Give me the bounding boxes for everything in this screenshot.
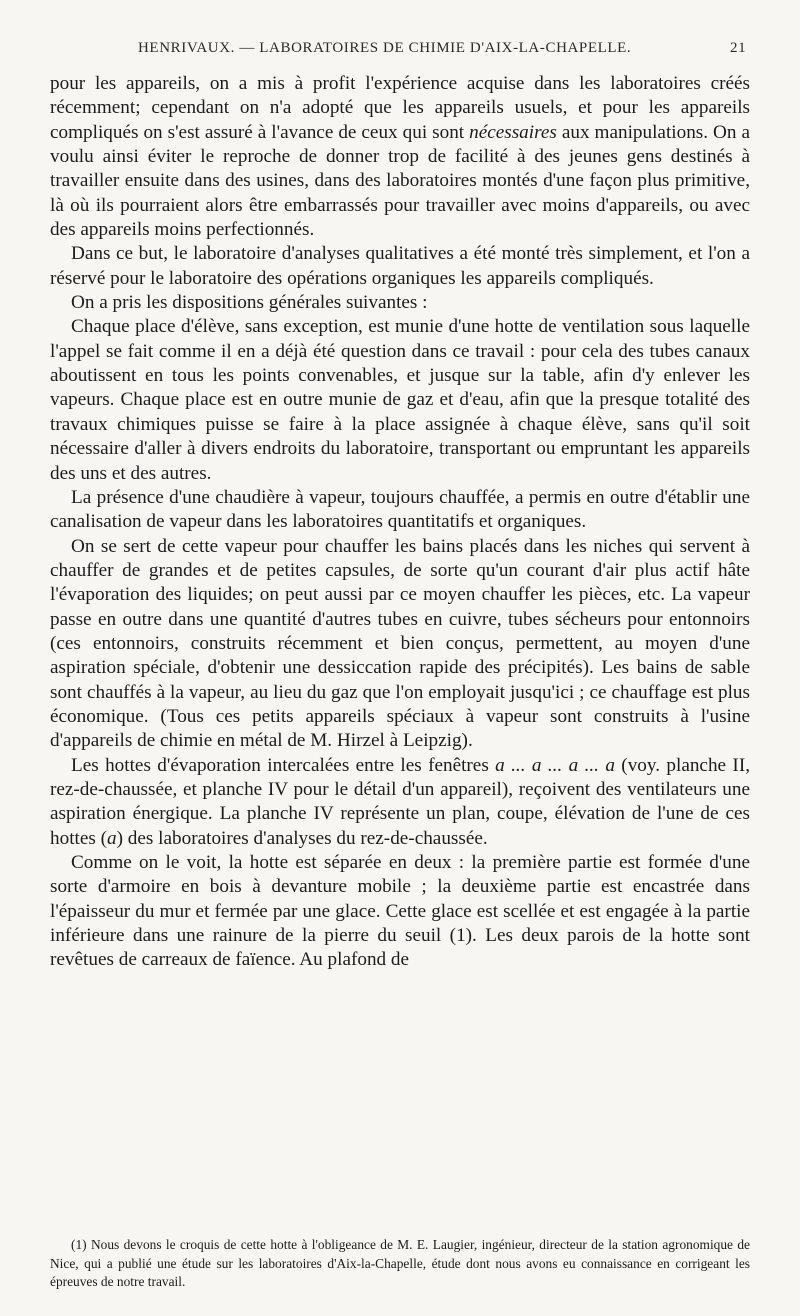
running-title: HENRIVAUX. — LABORATOIRES DE CHIMIE D'AIX-LA-CHAPELLE. (138, 40, 632, 56)
page-number: 21 (730, 40, 747, 56)
paragraph: On se sert de cette vapeur pour chauffer les bains placés dans les niches qui servent à chauffer de grandes et de petites capsules, de sorte qu'un courant d'air plus actif hâte l'évaporation des liquides; on peut aussi par ce moyen chauffer les pièces, etc. La vapeur passe en outre dans une quantité d'autres tubes en cuivre, tubes sécheurs pour entonnoirs (ces entonnoirs, construits récemment et bien conçus, permettent, au moyen d'une aspiration spéciale, d'obtenir une dessiccation rapide des précipités). Les bains de sable sont chauffés à la vapeur, au lieu du gaz que l'on employait jusqu'ici ; ce chauffage est plus économique. (Tous ces petits appareils spéciaux à vapeur sont construits à l'usine d'appareils de chimie en métal de M. Hirzel à Leipzig). (50, 535, 750, 752)
paragraph: Comme on le voit, la hotte est séparée en deux : la première partie est formée d'une sorte d'armoire en bois à devanture mobile ; la deuxième partie est encastrée dans l'épaisseur du mur et fermée par une glace. Cette glace est scellée et est engagée à la partie inférieure dans une rainure de la pierre du seuil (1). Les deux parois de la hotte sont revêtues de carreaux de faïence. Au plafond de (50, 852, 750, 971)
paragraph: pour les appareils, on a mis à profit l'expérience acquise dans les laboratoires créés récemment; cependant on n'a adopté que les appareils usuels, et pour les appareils compliqués on s'est assuré à l'avance de ceux qui sont nécessaires aux manipulations. On a voulu ainsi éviter le reproche de donner trop de facilité à des jeunes gens destinés à travailler ensuite dans des usines, dans des laboratoires montés d'une façon plus primitive, là où ils pourraient alors être embarrassés pour travailler avec moins d'appareils, ou avec des appareils moins perfectionnés. (50, 73, 750, 241)
paragraph: La présence d'une chaudière à vapeur, toujours chauffée, a permis en outre d'établir une canalisation de vapeur dans les laboratoires quantitatifs et organiques. (50, 486, 750, 533)
footnote-text: (1) Nous devons le croquis de cette hotte à l'obligeance de M. E. Laugier, ingénieur, directeur de la station agronomique de Nice, qui a publié une étude sur les laboratoires d'Aix-la-Chapelle, étude dont nous avons eu connaissance en corrigeant les épreuves de notre travail. (50, 1237, 750, 1290)
paragraph: Chaque place d'élève, sans exception, est munie d'une hotte de ventilation sous laquelle l'appel se fait comme il en a déjà été question dans ce travail : pour cela des tubes canaux aboutissent en tous les points convenables, et jusque sur la table, afin d'y enlever les vapeurs. Chaque place est en outre munie de gaz et d'eau, afin que la presque totalité des travaux chimiques puisse se faire à la place assignée à chaque élève, sans qu'il soit nécessaire d'aller à divers endroits du laboratoire, transportant ou empruntant les appareils des uns et des autres. (50, 316, 750, 484)
running-header (0, 40, 800, 64)
paragraph: On a pris les dispositions générales suivantes : (71, 292, 428, 314)
paragraph: Dans ce but, le laboratoire d'analyses qualitatives a été monté très simplement, et l'on a réservé pour le laboratoire des opérations organiques les appareils compliqués. (50, 243, 750, 289)
footnote (50, 1236, 750, 1292)
paragraph: Les hottes d'évaporation intercalées entre les fenêtres a ... a ... a ... a (voy. planche II, rez-de-chaussée, et planche IV pour le détail d'un appareil), reçoivent des ventilateurs une aspiration énergique. La planche IV représente un plan, coupe, élévation de l'une de ces hottes (a) des laboratoires d'analyses du rez-de-chaussée. (50, 754, 751, 849)
body-text (50, 72, 750, 973)
